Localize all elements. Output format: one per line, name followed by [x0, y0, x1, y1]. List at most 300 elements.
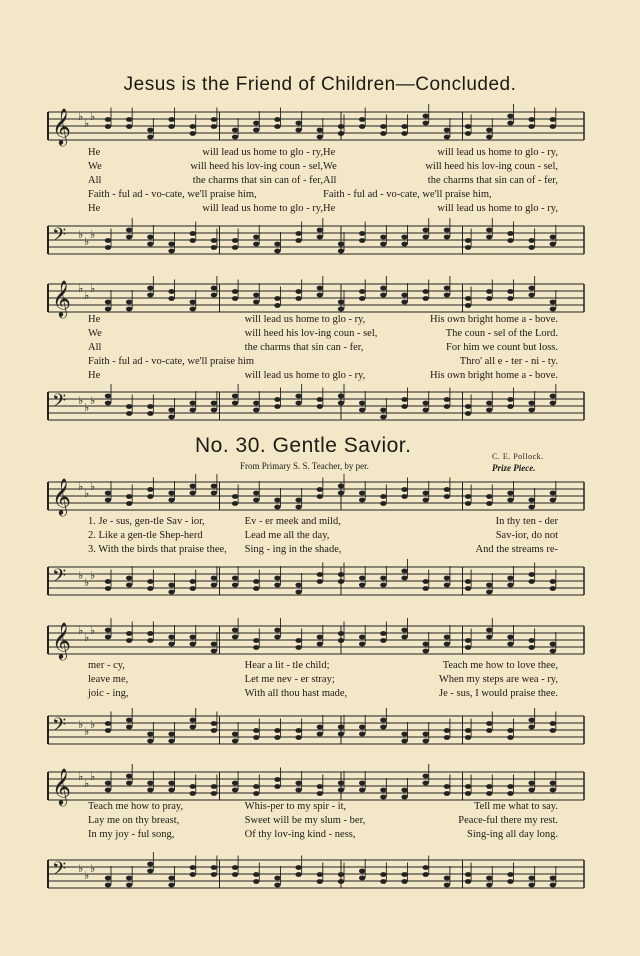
note-head [423, 732, 429, 737]
note-head [528, 572, 534, 577]
note-head [550, 491, 556, 496]
note-head [274, 583, 280, 588]
note-head [359, 498, 365, 503]
note-head [105, 124, 111, 129]
note-head [423, 872, 429, 877]
source-credit: From Primary S. S. Teacher, by per. [240, 461, 369, 471]
note-head [507, 583, 513, 588]
note-head [444, 635, 450, 640]
note-head [105, 628, 111, 633]
lyric-segment: We [88, 161, 102, 172]
note-head [359, 401, 365, 406]
bass-staff-h1-s2 [48, 388, 584, 424]
note-head [486, 876, 492, 881]
note-head [444, 128, 450, 133]
note-head [126, 718, 132, 723]
note-head [317, 397, 323, 402]
note-head [359, 576, 365, 581]
lyric-segment: will lead us home to glo - ry, [202, 203, 323, 214]
note-head [253, 638, 259, 643]
note-head [550, 498, 556, 503]
note-head [359, 869, 365, 874]
note-head [423, 296, 429, 301]
note-head [338, 725, 344, 730]
lyric-segment: He [88, 314, 101, 325]
note-head [465, 728, 471, 733]
note-head [253, 128, 259, 133]
note-head [338, 124, 344, 129]
flat-icon: ♭ [84, 235, 90, 248]
note-head [507, 576, 513, 581]
bass-clef-icon: 𝄢 [52, 391, 67, 416]
lyric-segment [492, 188, 558, 202]
note-head [401, 124, 407, 129]
note-head [380, 131, 386, 136]
note-head [507, 404, 513, 409]
note-head [274, 242, 280, 247]
flat-icon: ♭ [90, 480, 96, 493]
treble-clef-icon: 𝄞 [52, 621, 71, 659]
note-head [528, 638, 534, 643]
note-head [253, 498, 259, 503]
note-head [295, 788, 301, 793]
note-head [444, 286, 450, 291]
note-head [528, 579, 534, 584]
note-head [253, 491, 259, 496]
lyric-segment: In thy ten - der [495, 516, 559, 527]
note-head [486, 784, 492, 789]
note-head [423, 865, 429, 870]
lyric-line [88, 687, 558, 701]
note-head [444, 293, 450, 298]
note-head [359, 231, 365, 236]
note-head [147, 732, 153, 737]
lyric-segment: Lead me all the day, [244, 530, 330, 541]
note-head [380, 235, 386, 240]
note-head [168, 408, 174, 413]
lyric-segment: will lead us home to glo - ry, [244, 370, 366, 381]
note-head [190, 635, 196, 640]
note-head [359, 289, 365, 294]
note-head [211, 872, 217, 877]
note-head [338, 781, 344, 786]
note-head [528, 117, 534, 122]
note-head [105, 307, 111, 312]
note-head [401, 235, 407, 240]
note-head [423, 289, 429, 294]
note-head [295, 872, 301, 877]
note-head [423, 491, 429, 496]
note-head [211, 791, 217, 796]
note-head [401, 739, 407, 744]
note-head [528, 401, 534, 406]
note-head [168, 249, 174, 254]
note-head [380, 879, 386, 884]
note-head [507, 121, 513, 126]
note-head [444, 487, 450, 492]
lyrics-h2-s1 [88, 515, 558, 557]
note-head [253, 401, 259, 406]
lyric-line [88, 800, 558, 814]
note-head [168, 117, 174, 122]
note-head [401, 732, 407, 737]
note-head [253, 579, 259, 584]
flat-icon: ♭ [78, 480, 84, 493]
note-head [486, 296, 492, 301]
note-head [253, 784, 259, 789]
flat-icon: ♭ [90, 228, 96, 241]
note-head [105, 238, 111, 243]
lyric-segment: Thro' all e - ter - ni - ty. [459, 356, 559, 367]
note-head [550, 721, 556, 726]
note-head [550, 876, 556, 881]
note-head [486, 583, 492, 588]
lyric-segment: 1. Je - sus, gen-tle Sav - ior, [88, 516, 205, 527]
note-head [338, 394, 344, 399]
flat-icon: ♭ [90, 718, 96, 731]
note-head [105, 788, 111, 793]
note-head [168, 415, 174, 420]
lyric-line [88, 529, 558, 543]
lyric-segment: His own bright home a - bove. [429, 314, 559, 325]
note-head [401, 131, 407, 136]
title-dash: — [395, 74, 416, 95]
note-head [550, 300, 556, 305]
staff-svg [48, 856, 584, 892]
note-head [444, 883, 450, 888]
note-head [105, 586, 111, 591]
note-head [190, 579, 196, 584]
note-head [168, 635, 174, 640]
prize-note: Prize Piece. [492, 463, 536, 473]
note-head [126, 404, 132, 409]
lyric-segment: Sing-ing all day long. [467, 829, 559, 840]
note-head [338, 401, 344, 406]
note-head [338, 242, 344, 247]
note-head [465, 579, 471, 584]
note-head [486, 235, 492, 240]
note-head [317, 579, 323, 584]
note-head [401, 242, 407, 247]
note-head [444, 791, 450, 796]
note-head [190, 124, 196, 129]
staff-svg [48, 108, 584, 144]
note-head [317, 293, 323, 298]
note-head [232, 628, 238, 633]
note-head [295, 645, 301, 650]
note-head [423, 408, 429, 413]
note-head [253, 242, 259, 247]
note-head [232, 501, 238, 506]
note-head [507, 728, 513, 733]
note-head [147, 135, 153, 140]
note-head [211, 491, 217, 496]
lyric-segment: We [323, 161, 337, 172]
note-head [105, 721, 111, 726]
flat-icon: ♭ [78, 770, 84, 783]
flat-icon: ♭ [84, 487, 90, 500]
flat-icon: ♭ [84, 631, 90, 644]
note-head [147, 242, 153, 247]
note-head [380, 638, 386, 643]
note-head [465, 404, 471, 409]
flat-icon: ♭ [84, 117, 90, 130]
note-head [528, 883, 534, 888]
note-head [507, 498, 513, 503]
note-head [295, 289, 301, 294]
note-head [168, 583, 174, 588]
flat-icon: ♭ [90, 394, 96, 407]
note-head [338, 638, 344, 643]
note-head [274, 303, 280, 308]
flat-icon: ♭ [78, 718, 84, 731]
note-head [401, 628, 407, 633]
lyric-segment: 2. Like a gen-tle Shep-herd [88, 530, 203, 541]
lyric-segment: will heed his lov-ing coun - sel, [190, 161, 323, 172]
note-head [317, 235, 323, 240]
note-head [401, 576, 407, 581]
lyric-line [88, 515, 558, 529]
note-head [507, 491, 513, 496]
note-head [168, 491, 174, 496]
note-head [507, 231, 513, 236]
note-head [147, 411, 153, 416]
note-head [444, 404, 450, 409]
lyrics-h2-s2 [88, 659, 558, 701]
note-head [401, 404, 407, 409]
note-head [528, 238, 534, 243]
note-head [126, 124, 132, 129]
note-head [211, 124, 217, 129]
note-head [147, 586, 153, 591]
note-head [338, 131, 344, 136]
note-head [295, 394, 301, 399]
note-head [190, 718, 196, 723]
lyric-segment: Ev - er meek and mild, [244, 516, 341, 527]
note-head [359, 788, 365, 793]
note-head [444, 576, 450, 581]
note-head [550, 117, 556, 122]
note-head [211, 238, 217, 243]
note-head [444, 235, 450, 240]
note-head [338, 732, 344, 737]
lyric-segment: will lead us home to glo - ry, [244, 314, 366, 325]
composer-credit: C. E. Pollock. [492, 452, 544, 461]
lyric-segment: the charms that sin can - fer, [244, 342, 364, 353]
note-head [105, 245, 111, 250]
treble-clef-icon: 𝄞 [52, 107, 71, 145]
note-head [168, 296, 174, 301]
note-head [359, 583, 365, 588]
note-head [486, 408, 492, 413]
note-head [317, 286, 323, 291]
flat-icon: ♭ [90, 110, 96, 123]
lyric-segment: the charms that sin can of - fer, [192, 175, 323, 186]
note-head [486, 590, 492, 595]
note-head [105, 781, 111, 786]
flat-icon: ♭ [90, 624, 96, 637]
note-head [317, 725, 323, 730]
note-head [211, 721, 217, 726]
note-head [147, 781, 153, 786]
note-head [317, 642, 323, 647]
note-head [232, 245, 238, 250]
note-head [190, 642, 196, 647]
note-head [211, 649, 217, 654]
note-head [168, 883, 174, 888]
note-head [168, 124, 174, 129]
lyric-segment: Teach me how to love thee, [442, 660, 559, 671]
note-head [486, 721, 492, 726]
note-head [295, 865, 301, 870]
note-head [274, 735, 280, 740]
note-head [507, 872, 513, 877]
note-head [295, 238, 301, 243]
note-head [380, 286, 386, 291]
note-head [232, 865, 238, 870]
lyric-line [88, 369, 558, 383]
lyric-line [88, 828, 558, 842]
note-head [317, 784, 323, 789]
flat-icon: ♭ [84, 725, 90, 738]
note-head [105, 883, 111, 888]
note-head [232, 781, 238, 786]
lyric-line [88, 659, 558, 673]
lyric-segment: When my steps are wea - ry, [438, 674, 559, 685]
note-head [147, 862, 153, 867]
hymn-title: Gentle Savior. [272, 434, 412, 457]
lyric-segment [257, 188, 323, 202]
note-head [126, 235, 132, 240]
note-head [232, 394, 238, 399]
note-head [232, 732, 238, 737]
note-head [253, 735, 259, 740]
note-head [295, 401, 301, 406]
note-head [211, 728, 217, 733]
note-head [465, 645, 471, 650]
staff-svg [48, 712, 584, 748]
treble-clef-icon: 𝄞 [52, 767, 71, 805]
note-head [147, 631, 153, 636]
note-head [126, 781, 132, 786]
lyric-segment: Hear a lit - tle child; [244, 660, 330, 671]
flat-icon: ♭ [84, 777, 90, 790]
note-head [295, 498, 301, 503]
note-head [317, 572, 323, 577]
staff-svg [48, 222, 584, 258]
note-head [550, 649, 556, 654]
note-head [211, 865, 217, 870]
note-head [486, 401, 492, 406]
lyric-segment: Of thy lov-ing kind - ness, [244, 829, 356, 840]
note-head [486, 628, 492, 633]
note-head [507, 238, 513, 243]
note-head [486, 289, 492, 294]
note-head [274, 296, 280, 301]
note-head [444, 135, 450, 140]
note-head [359, 296, 365, 301]
note-head [317, 879, 323, 884]
note-head [401, 300, 407, 305]
note-head [147, 869, 153, 874]
note-head [253, 586, 259, 591]
note-head [423, 649, 429, 654]
lyric-segment: Sweet will be my slum - ber, [244, 815, 366, 826]
note-head [126, 300, 132, 305]
note-head [126, 576, 132, 581]
note-head [211, 784, 217, 789]
lyrics-h1-s1 [88, 146, 558, 216]
lyric-line [88, 341, 558, 355]
note-head [359, 876, 365, 881]
note-head [190, 307, 196, 312]
note-head [423, 235, 429, 240]
note-head [190, 231, 196, 236]
lyric-segment: Tell me what to say. [473, 801, 559, 812]
flat-icon: ♭ [90, 282, 96, 295]
note-head [380, 718, 386, 723]
lyric-segment: In my joy - ful song, [88, 829, 175, 840]
note-head [253, 408, 259, 413]
note-head [317, 128, 323, 133]
lyric-segment: All [88, 342, 102, 353]
note-head [380, 583, 386, 588]
note-head [465, 735, 471, 740]
note-head [423, 579, 429, 584]
note-head [444, 397, 450, 402]
note-head [507, 635, 513, 640]
lyric-segment: All [323, 175, 337, 186]
note-head [147, 579, 153, 584]
note-head [253, 300, 259, 305]
lyric-segment: Faith - ful ad - vo-cate, we'll praise him [88, 356, 255, 367]
note-head [232, 401, 238, 406]
note-head [211, 642, 217, 647]
note-head [232, 576, 238, 581]
note-head [232, 296, 238, 301]
note-head [423, 586, 429, 591]
note-head [317, 487, 323, 492]
lyric-segment: For him we count but loss. [446, 342, 559, 353]
note-head [359, 642, 365, 647]
note-head [380, 408, 386, 413]
note-head [190, 872, 196, 877]
bass-staff-h2-s2 [48, 712, 584, 748]
note-head [401, 635, 407, 640]
lyric-segment: His own bright home a - bove. [429, 370, 559, 381]
note-head [168, 242, 174, 247]
note-head [211, 286, 217, 291]
note-head [317, 791, 323, 796]
note-head [253, 121, 259, 126]
lyric-segment: He [88, 147, 101, 158]
note-head [380, 725, 386, 730]
staff-svg [48, 563, 584, 599]
flat-icon: ♭ [78, 394, 84, 407]
note-head [126, 583, 132, 588]
note-head [190, 784, 196, 789]
note-head [380, 872, 386, 877]
note-head [190, 586, 196, 591]
note-head [253, 235, 259, 240]
flat-icon: ♭ [78, 862, 84, 875]
lyric-line [88, 543, 558, 557]
note-head [507, 289, 513, 294]
note-head [528, 876, 534, 881]
note-head [338, 484, 344, 489]
note-head [295, 638, 301, 643]
treble-staff-h2-s1 [48, 478, 584, 514]
